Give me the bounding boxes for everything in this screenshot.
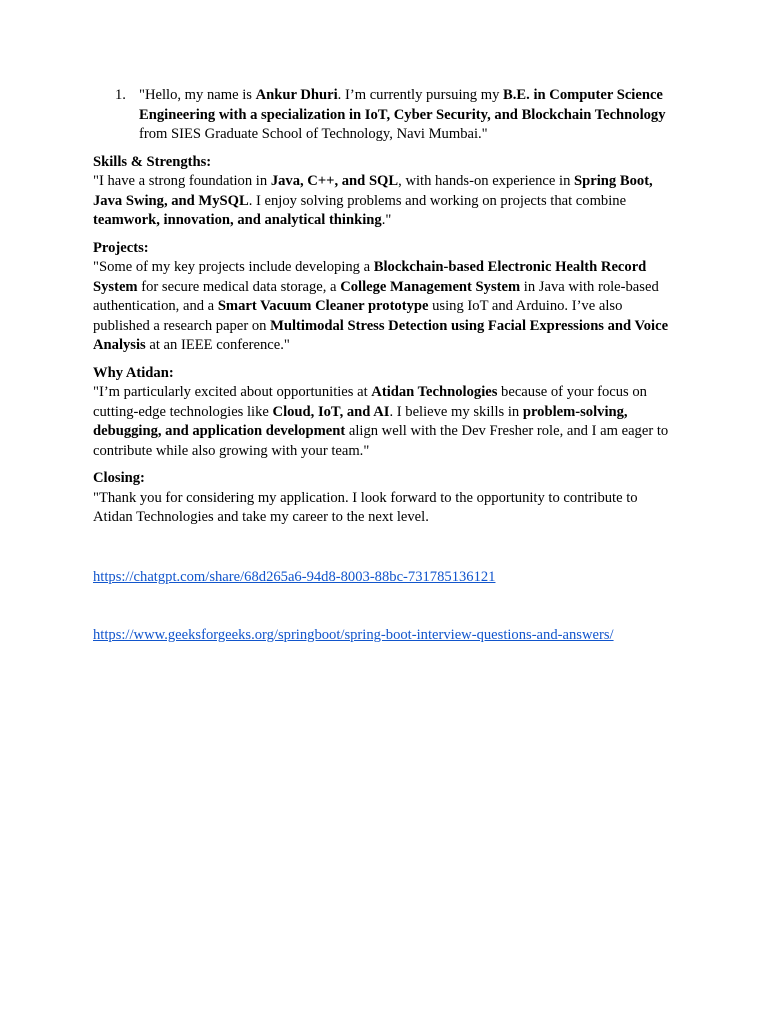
why-text-3: . I believe my skills in xyxy=(389,403,523,420)
document-body xyxy=(93,86,678,536)
why-section xyxy=(93,364,678,462)
projects-text-4: using IoT and Arduino. I’ve also published a research paper on xyxy=(93,298,623,334)
projects-text-1: "Some of my key projects include developing a xyxy=(93,259,374,275)
why-text-2: because of your focus on cutting-edge technologies like xyxy=(93,384,647,420)
project-ehr: Blockchain-based Electronic Health Record System xyxy=(93,259,647,295)
closing-section xyxy=(93,469,678,528)
intro-text-2: . I’m currently pursuing my xyxy=(337,87,504,103)
why-company: Atidan Technologies xyxy=(371,384,498,400)
intro-name: Ankur Dhuri xyxy=(255,87,338,103)
chatgpt-share-link[interactable]: https://chatgpt.com/share/68d265a6-94d8-8003-88bc-731785136121 xyxy=(93,569,496,585)
skills-text-1: "I have a strong foundation in xyxy=(93,173,271,189)
project-cms: College Management System xyxy=(340,278,521,295)
projects-text-3: in Java with role-based authentication, and a xyxy=(93,278,659,314)
intro-list-item xyxy=(93,86,678,145)
skills-languages: Java, C++, and SQL xyxy=(270,173,399,189)
why-text-1: "I’m particularly excited about opportunities at xyxy=(93,384,372,400)
geeksforgeeks-link[interactable]: https://www.geeksforgeeks.org/springboot/spring-boot-interview-questions-and-answers/ xyxy=(93,627,614,643)
project-vacuum: Smart Vacuum Cleaner prototype xyxy=(217,298,429,314)
why-text-4: align well with the Dev Fresher role, and I am eager to contribute while also growing with your team." xyxy=(93,423,669,459)
skills-text-2: , with hands-on experience in xyxy=(398,173,575,189)
closing-text: "Thank you for considering my application. I look forward to the opportunity to contribute to Atidan Technologies and take my career to the next level. xyxy=(93,489,638,525)
project-paper: Multimodal Stress Detection using Facial Expressions and Voice Analysis xyxy=(93,317,669,353)
skills-heading: Skills & Strengths: xyxy=(93,153,212,170)
skills-text-4: ." xyxy=(381,212,392,228)
intro-degree: B.E. in Computer Science Engineering with a specialization in IoT, Cyber Security, and Blockchain Technology xyxy=(139,87,666,123)
projects-text-5: at an IEEE conference." xyxy=(145,337,290,353)
skills-qualities: teamwork, innovation, and analytical thinking xyxy=(93,212,382,228)
projects-section xyxy=(93,239,678,356)
skills-frameworks: Spring Boot, Java Swing, and MySQL xyxy=(93,173,653,209)
closing-heading: Closing: xyxy=(93,470,145,486)
projects-text-2: for secure medical data storage, a xyxy=(137,278,341,295)
intro-paragraph xyxy=(139,86,678,145)
projects-heading: Projects: xyxy=(93,239,149,256)
skills-section xyxy=(93,153,678,231)
intro-text-1: "Hello, my name is xyxy=(139,87,256,103)
list-number: 1. xyxy=(115,87,126,103)
why-heading: Why Atidan: xyxy=(93,364,174,381)
why-skills: problem-solving, debugging, and application development xyxy=(93,403,628,439)
intro-text-3: from SIES Graduate School of Technology, Navi Mumbai." xyxy=(139,126,488,142)
skills-text-3: . I enjoy solving problems and working on projects that combine xyxy=(248,192,627,209)
why-technologies: Cloud, IoT, and AI xyxy=(272,403,390,420)
